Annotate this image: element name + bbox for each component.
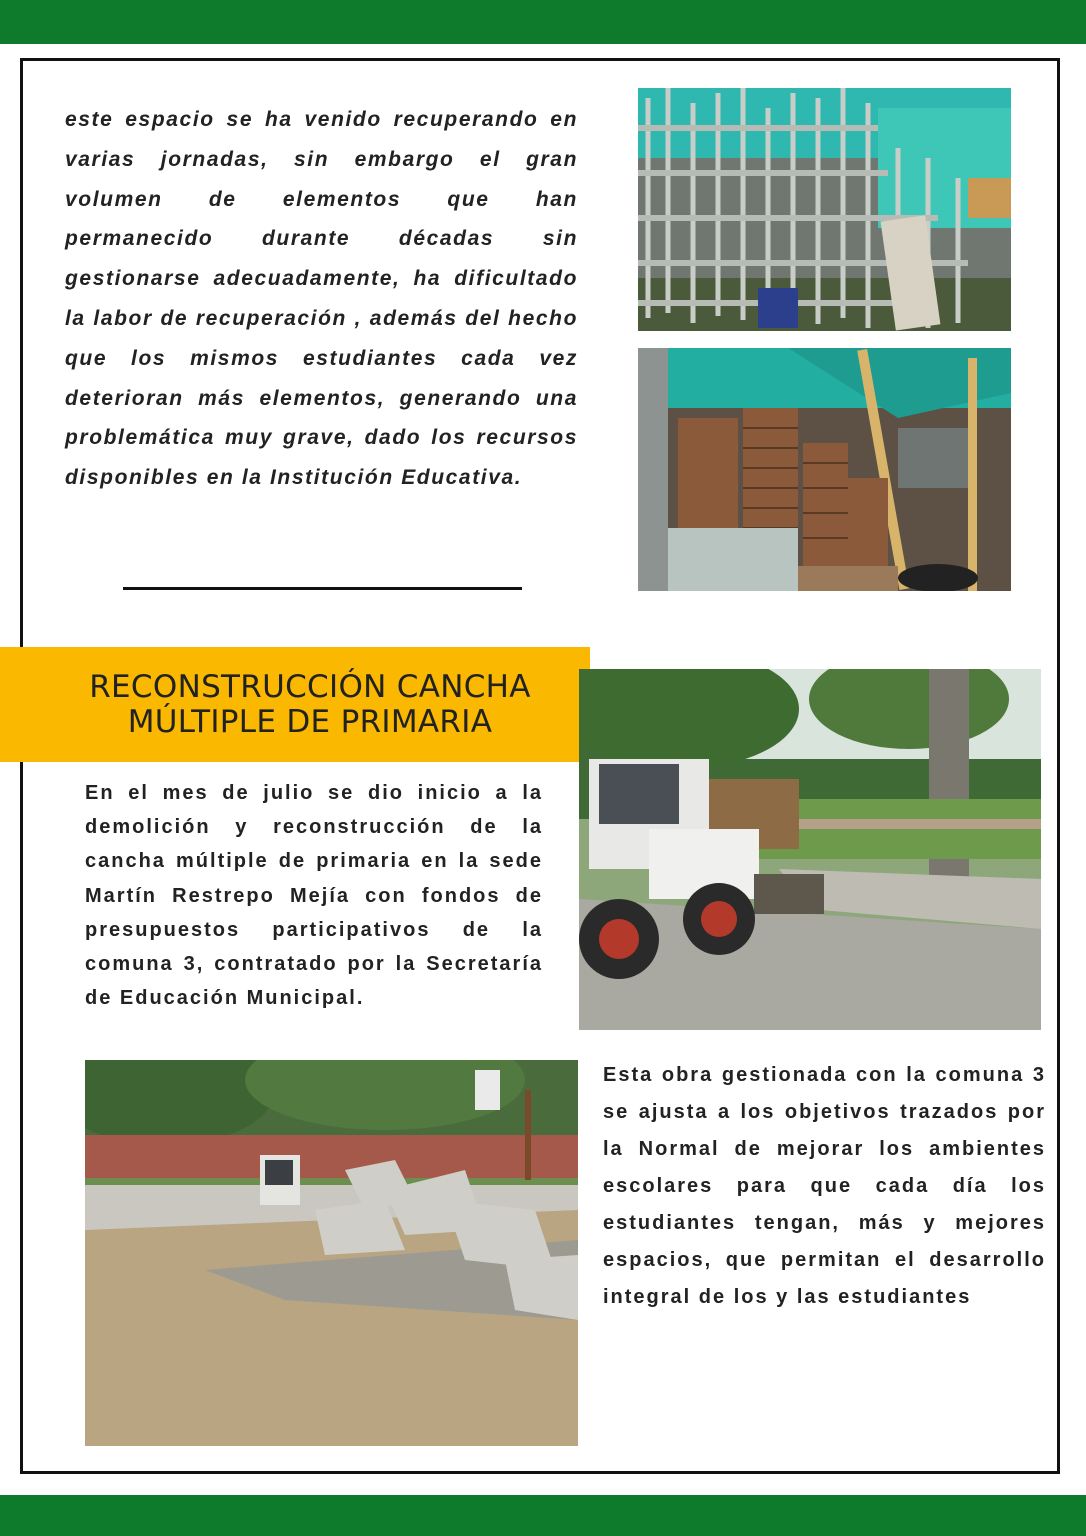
top-green-bar <box>0 0 1086 44</box>
photo-stacked-chairs <box>638 88 1011 331</box>
section-title-line2: MÚLTIPLE DE PRIMARIA <box>127 703 493 740</box>
bottom-green-bar <box>0 1495 1086 1536</box>
section-title <box>59 670 531 740</box>
intro-paragraph: este espacio se ha venido recuperando en varias jornadas, sin embargo el gran volumen de elementos que han permanecido durante décadas sin gestionarse adecuadamente, ha dificultado la labor de recuperación , además del hecho que los mismos estudiantes cada vez deterioran más elementos, generando una problemática muy grave, dado los recursos disponibles en la Institución Educativa. <box>65 108 578 490</box>
section-paragraph-1: En el mes de julio se dio inicio a la demolición y reconstrucción de la cancha múltiple de primaria en la sede Martín Restrepo Mejía con fondos de presupuestos participativos de la comuna 3, contratado por la Secretaría de Educación Municipal. <box>85 782 543 1010</box>
section-title-line1: RECONSTRUCCIÓN CANCHA <box>89 668 531 705</box>
section-banner <box>0 647 590 762</box>
divider-rule <box>123 587 522 590</box>
photo-stored-furniture <box>638 348 1011 591</box>
photo-bobcat-loader <box>579 669 1041 1030</box>
photo-demolished-court <box>85 1060 578 1446</box>
section-paragraph-2: Esta obra gestionada con la comuna 3 se ajusta a los objetivos trazados por la Normal de mejorar los ambientes escolares para que cada día los estudiantes tengan, más y mejores espacios, que permitan el desarrollo integral de los y las estudiantes <box>603 1064 1046 1308</box>
